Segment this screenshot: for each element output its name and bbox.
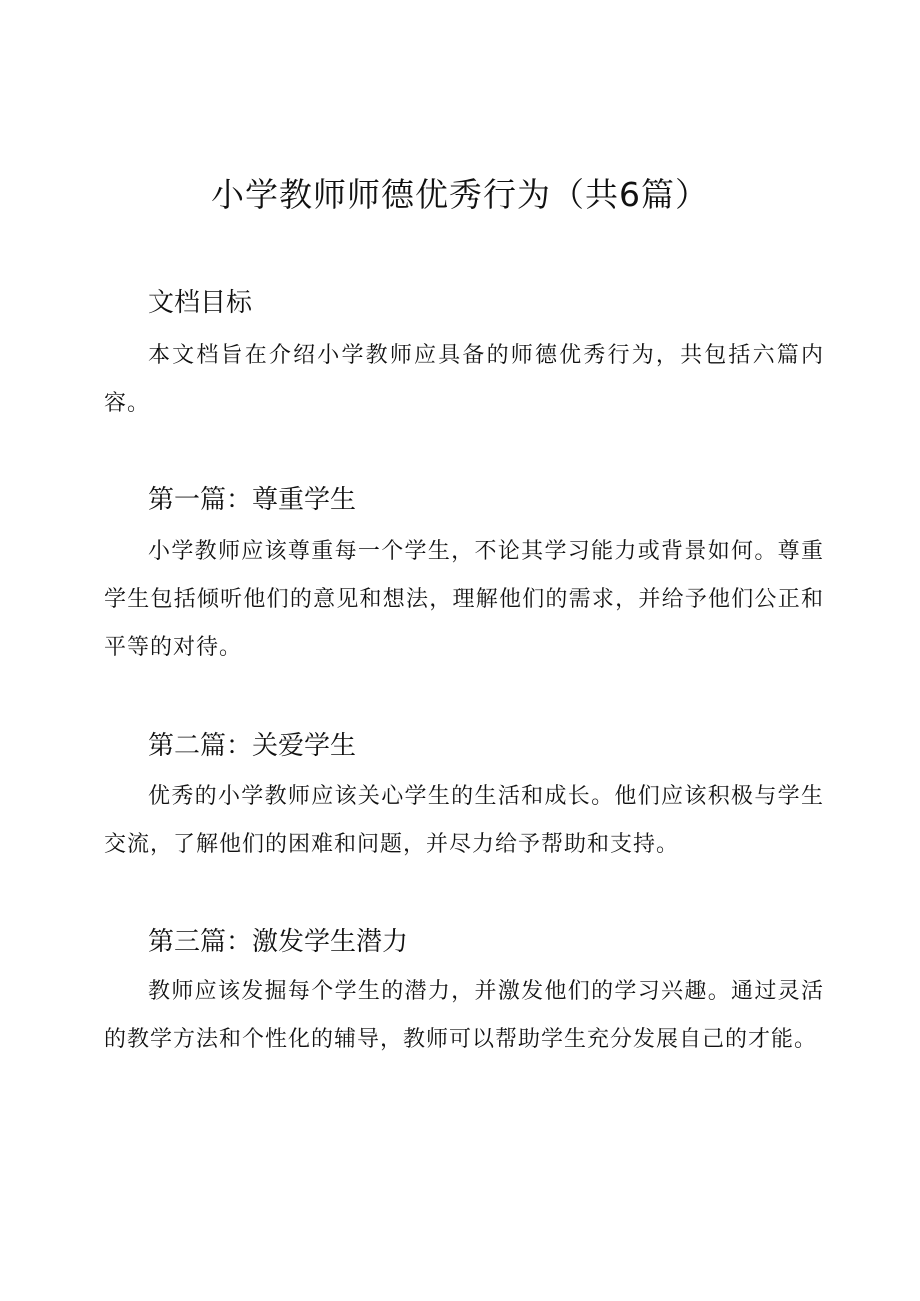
section-heading-chapter-3: 第三篇：激发学生潜力 xyxy=(148,927,409,957)
section-paragraph-chapter-2: 优秀的小学教师应该关心学生的生活和成长。他们应该积极与学生交流，了解他们的困难和问题，并尽力给予帮助和支持。 xyxy=(104,784,824,857)
section-paragraph-chapter-3: 教师应该发掘每个学生的潜力，并激发他们的学习兴趣。通过灵活的教学方法和个性化的辅导，教师可以帮助学生充分发展自己的才能。 xyxy=(104,979,824,1052)
section-heading-objective: 文档目标 xyxy=(148,288,253,318)
section-heading-chapter-1: 第一篇：尊重学生 xyxy=(148,485,357,515)
section-heading-chapter-2: 第二篇：关爱学生 xyxy=(148,731,357,761)
document-title: 小学教师师德优秀行为（共6篇） xyxy=(211,175,709,214)
section-paragraph-chapter-1: 小学教师应该尊重每一个学生，不论其学习能力或背景如何。尊重学生包括倾听他们的意见和想法，理解他们的需求，并给予他们公正和平等的对待。 xyxy=(104,539,824,660)
section-paragraph-objective: 本文档旨在介绍小学教师应具备的师德优秀行为，共包括六篇内容。 xyxy=(104,343,824,416)
